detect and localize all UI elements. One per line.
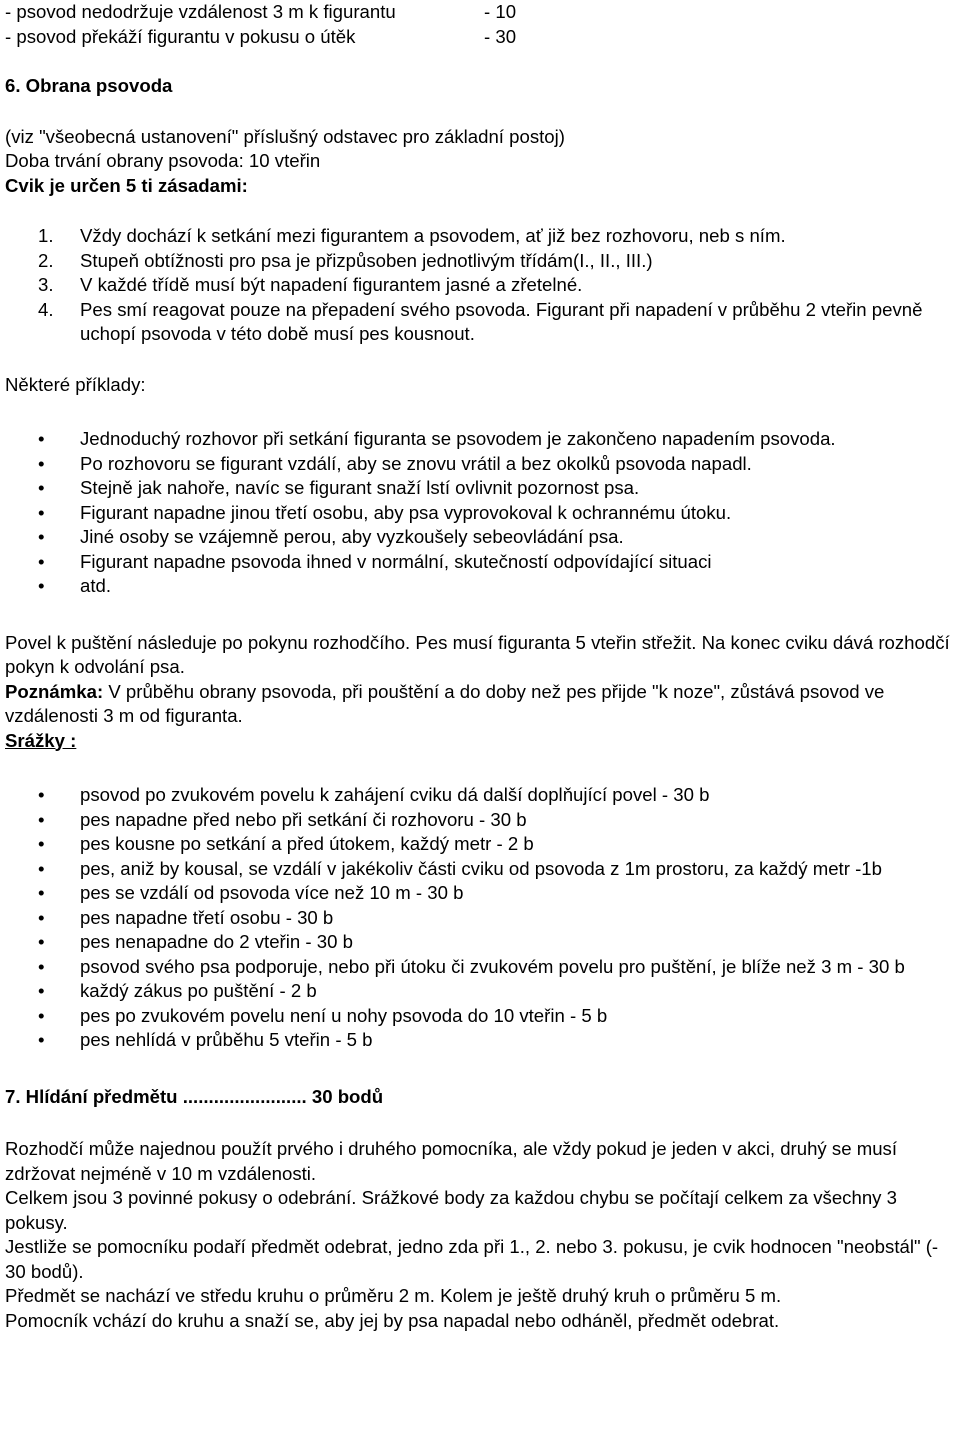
- deduction-item: [5, 1004, 960, 1029]
- deductions-list: [5, 783, 960, 1053]
- example-item: [5, 476, 960, 501]
- rule-text: Stupeň obtížnosti pro psa je přizpůsoben jednotlivým třídám(I., II., III.): [80, 249, 653, 271]
- bullet: •: [38, 575, 45, 596]
- deduction-item-text: pes po zvukovém povelu není u nohy psovoda do 10 vteřin - 5 b: [80, 1004, 608, 1026]
- bullet: •: [38, 550, 45, 572]
- section-6-intro: (viz "všeobecná ustanovení" příslušný odstavec pro základní postoj): [5, 125, 565, 147]
- section-7-heading: 7. Hlídání předmětu ........................ 30 bodů: [5, 1085, 384, 1107]
- example-text: atd.: [80, 575, 112, 596]
- section-7-paragraph: Pomocník vchází do kruhu a snaží se, aby jej by psa napadal nebo odháněl, předmět odebrat.: [5, 1309, 780, 1331]
- note-text: V průběhu obrany psovoda, při pouštění a do doby než pes přijde "k noze", zůstává psovod ve vzdálenosti 3 m od figuranta.: [5, 680, 885, 726]
- rules-heading: Cvik je určen 5 ti zásadami:: [5, 174, 248, 196]
- rule-text: Vždy dochází k setkání mezi figurantem a psovodem, ať již bez rozhovoru, neb s ním.: [80, 225, 786, 246]
- deduction-item-text: psovod po zvukovém povelu k zahájení cviku dá další doplňující povel - 30 b: [80, 784, 710, 805]
- section-7-body: [5, 1137, 960, 1333]
- deduction-line: [5, 0, 960, 25]
- deduction-item: [5, 906, 960, 931]
- rule-number: 4.: [38, 298, 54, 320]
- defense-duration: Doba trvání obrany psovoda: 10 vteřin: [5, 150, 321, 171]
- section-7-paragraph: Jestliže se pomocníku podaří předmět odebrat, jedno zda při 1., 2. nebo 3. pokusu, je cvik hodnocen "neobstál" (- 30 bodů).: [5, 1236, 939, 1282]
- bullet: •: [38, 526, 45, 547]
- deduction-item: [5, 832, 960, 857]
- deduction-item: [5, 783, 960, 808]
- deduction-item-text: pes se vzdálí od psovoda více než 10 m - 30 b: [80, 882, 464, 903]
- deduction-item: [5, 930, 960, 955]
- section-7-paragraph: Celkem jsou 3 povinné pokusy o odebrání. Srážkové body za každou chybu se počítají celkem za všechny 3 pokusy.: [5, 1187, 897, 1233]
- deduction-item-text: pes, aniž by kousal, se vzdálí v jakékoliv části cviku od psovoda z 1m prostoru, za každý metr -1b: [80, 857, 882, 879]
- example-text: Figurant napadne psovoda ihned v normální, skutečností odpovídající situaci: [80, 550, 712, 572]
- deduction-item: [5, 979, 960, 1004]
- rule-item: [5, 273, 960, 298]
- example-text: Jednoduchý rozhovor při setkání figuranta se psovodem je zakončeno napadením psovoda.: [80, 428, 836, 449]
- example-item: [5, 452, 960, 477]
- example-text: Stejně jak nahoře, navíc se figurant snaží lstí ovlivnit pozornost psa.: [80, 477, 640, 498]
- document-page: [5, 0, 960, 1333]
- rule-number: 2.: [38, 249, 54, 271]
- rule-item: [5, 224, 960, 249]
- example-item: [5, 501, 960, 526]
- deduction-item-text: pes nenapadne do 2 vteřin - 30 b: [80, 931, 353, 952]
- bullet: •: [38, 428, 45, 449]
- section-6-heading: 6. Obrana psovoda: [5, 75, 173, 96]
- deduction-item-text: pes napadne třetí osobu - 30 b: [80, 906, 334, 928]
- deduction-item-text: pes kousne po setkání a před útokem, každý metr - 2 b: [80, 833, 534, 854]
- bullet: •: [38, 833, 45, 854]
- deduction-text: - psovod překáží figurantu v pokusu o útěk: [5, 25, 356, 47]
- deduction-points: - 30: [484, 25, 517, 47]
- bullet: •: [38, 501, 45, 523]
- deduction-item: [5, 955, 960, 980]
- deduction-line: [5, 25, 960, 50]
- deduction-item-text: psovod svého psa podporuje, nebo při útoku či zvukovém povelu pro puštění, je blíže než 3 m - 30 b: [80, 955, 905, 977]
- example-item: [5, 525, 960, 550]
- rule-number: 3.: [38, 274, 54, 295]
- deduction-item-text: každý zákus po puštění - 2 b: [80, 980, 317, 1001]
- deduction-item: [5, 857, 960, 882]
- bullet: •: [38, 808, 45, 830]
- command-paragraph: Povel k puštění následuje po pokynu rozhodčího. Pes musí figuranta 5 vteřin střežit. Na konec cviku dává rozhodčí pokyn k odvolání psa.: [5, 631, 950, 677]
- deduction-points: - 10: [484, 1, 517, 22]
- deduction-item: [5, 881, 960, 906]
- deduction-item-text: pes nehlídá v průběhu 5 vteřin - 5 b: [80, 1029, 373, 1050]
- rules-list: [5, 224, 960, 347]
- example-item: [5, 427, 960, 452]
- bullet: •: [38, 857, 45, 879]
- example-item: [5, 550, 960, 575]
- section-7-paragraph: Rozhodčí může najednou použít prvého i druhého pomocníka, ale vždy pokud je jeden v akci, druhý se musí zdržovat nejméně v 10 m vzdálenosti.: [5, 1138, 897, 1184]
- bullet: •: [38, 1004, 45, 1026]
- bullet: •: [38, 955, 45, 977]
- bullet: •: [38, 452, 45, 474]
- bullet: •: [38, 882, 45, 903]
- examples-heading: Některé příklady:: [5, 373, 146, 395]
- bullet: •: [38, 980, 45, 1001]
- note-label: Poznámka:: [5, 680, 104, 702]
- deduction-item: [5, 808, 960, 833]
- examples-list: [5, 427, 960, 599]
- bullet: •: [38, 477, 45, 498]
- example-item: [5, 574, 960, 599]
- deduction-item: [5, 1028, 960, 1053]
- rule-item: [5, 249, 960, 274]
- example-text: Jiné osoby se vzájemně perou, aby vyzkoušely sebeovládání psa.: [80, 526, 624, 547]
- bullet: •: [38, 1029, 45, 1050]
- bullet: •: [38, 931, 45, 952]
- rule-text: Pes smí reagovat pouze na přepadení svého psovoda. Figurant při napadení v průběhu 2 vteřin pevně uchopí psovoda v této době musí pes kousnout.: [80, 298, 923, 344]
- deduction-text: - psovod nedodržuje vzdálenost 3 m k figurantu: [5, 1, 396, 22]
- example-text: Po rozhovoru se figurant vzdálí, aby se znovu vrátil a bez okolků psovoda napadl.: [80, 452, 752, 474]
- note-paragraph: [5, 680, 960, 729]
- top-lines: [5, 0, 960, 49]
- bullet: •: [38, 784, 45, 805]
- rule-number: 1.: [38, 225, 54, 246]
- section-7-paragraph: Předmět se nachází ve středu kruhu o průměru 2 m. Kolem je ještě druhý kruh o průměru 5 m.: [5, 1285, 782, 1306]
- rule-item: [5, 298, 960, 347]
- deductions-heading: Srážky :: [5, 729, 77, 751]
- example-text: Figurant napadne jinou třetí osobu, aby psa vyprovokoval k ochrannému útoku.: [80, 501, 732, 523]
- rule-text: V každé třídě musí být napadení figurantem jasné a zřetelné.: [80, 274, 583, 295]
- bullet: •: [38, 906, 45, 928]
- deduction-item-text: pes napadne před nebo při setkání či rozhovoru - 30 b: [80, 808, 527, 830]
